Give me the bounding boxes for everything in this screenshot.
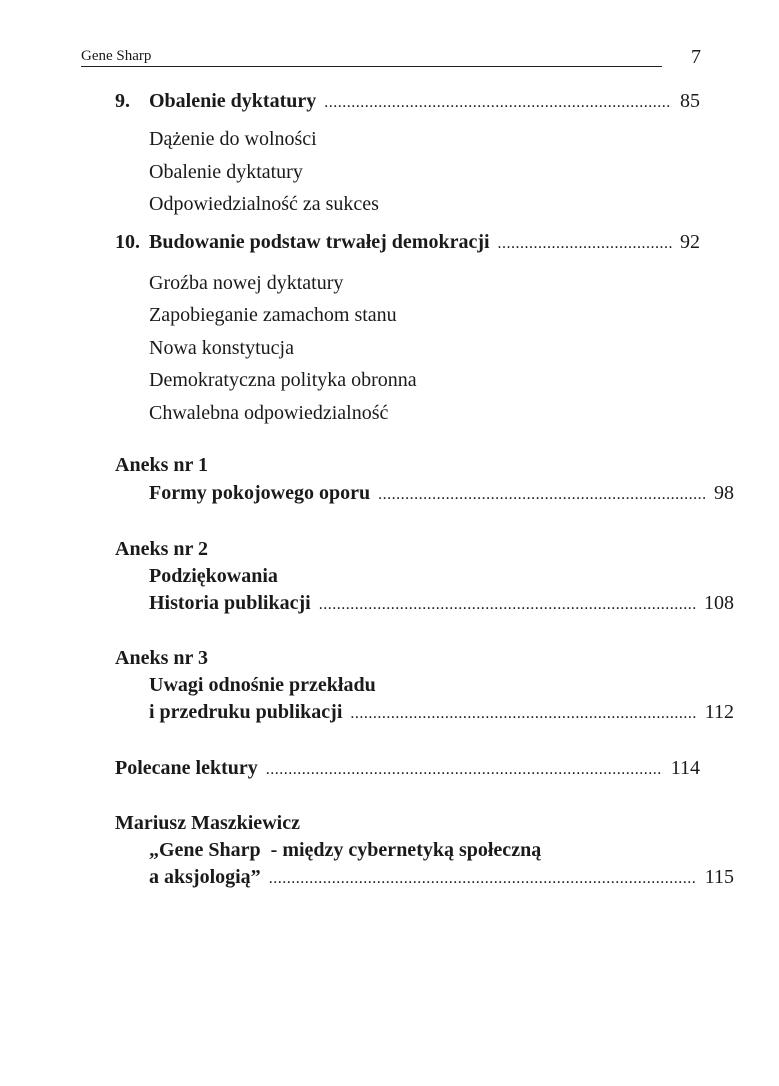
annex-line-text: Formy pokojowego oporu (149, 482, 371, 504)
leader-dots (378, 481, 706, 509)
subsection-item: Chwalebna odpowiedzialność (149, 401, 389, 424)
chapter-number: 9. (115, 90, 130, 112)
leader-dots (498, 235, 672, 253)
annex-page: 98 (714, 482, 734, 504)
annex-page: 108 (704, 592, 734, 614)
annex-line (115, 590, 734, 618)
toc-entry-chapter-10 (115, 231, 700, 254)
essay-title-line: „Gene Sharp - między cybernetyką społeczną (149, 839, 542, 861)
leader-dots (269, 865, 697, 892)
toc-entry-annex-1 (115, 451, 734, 509)
chapter-number: 10. (115, 230, 140, 253)
running-header-author: Gene Sharp (81, 48, 152, 64)
leader-dots (324, 94, 672, 112)
chapter-page: 85 (680, 90, 700, 112)
annex-line: Uwagi odnośnie przekładu (149, 674, 376, 696)
annex-line: Podziękowania (149, 565, 278, 587)
essay-title-text: a aksjologią” (149, 866, 261, 888)
subsection-item: Groźba nowej dyktatury (149, 271, 344, 294)
annex-title: Aneks nr 2 (115, 538, 208, 560)
essay-page: 115 (704, 866, 734, 888)
annex-line (115, 699, 734, 727)
annex-page: 112 (704, 701, 734, 723)
subsection-item: Demokratyczna polityka obronna (149, 369, 417, 391)
chapter-title: Budowanie podstaw trwałej demokracji (149, 230, 490, 253)
entry-title: Polecane lektury (115, 757, 258, 779)
subsection-item: Odpowiedzialność za sukces (149, 193, 379, 215)
subsection-item: Nowa konstytucja (149, 336, 294, 359)
subsection-item: Zapobieganie zamachom stanu (149, 304, 397, 326)
running-header (81, 48, 701, 68)
toc-entry-essay (115, 810, 734, 892)
entry-page: 114 (670, 757, 700, 779)
toc-entry-recommended-reading (115, 755, 700, 783)
toc-entry-annex-3 (115, 645, 734, 727)
leader-dots (350, 700, 696, 727)
annex-title: Aneks nr 3 (115, 647, 208, 669)
leader-dots (319, 591, 696, 618)
chapter-page: 92 (680, 230, 700, 253)
annex-line-text: Historia publikacji (149, 592, 311, 614)
chapter-10-subsections (115, 267, 700, 430)
chapter-title: Obalenie dyktatury (149, 90, 317, 112)
toc-entry-annex-2 (115, 536, 734, 618)
annex-line (115, 479, 734, 509)
annex-line-text: i przedruku publikacji (149, 701, 343, 723)
essay-author: Mariusz Maszkiewicz (115, 812, 300, 834)
leader-dots (266, 756, 663, 783)
essay-title-line (115, 864, 734, 892)
table-of-contents (115, 90, 734, 892)
annex-title: Aneks nr 1 (115, 454, 208, 476)
page-number: 7 (691, 46, 701, 68)
subsection-item: Dążenie do wolności (149, 128, 317, 150)
chapter-9-subsections (115, 123, 700, 221)
header-rule (81, 66, 662, 67)
subsection-item: Obalenie dyktatury (149, 160, 303, 183)
toc-entry-chapter-9 (115, 90, 700, 113)
